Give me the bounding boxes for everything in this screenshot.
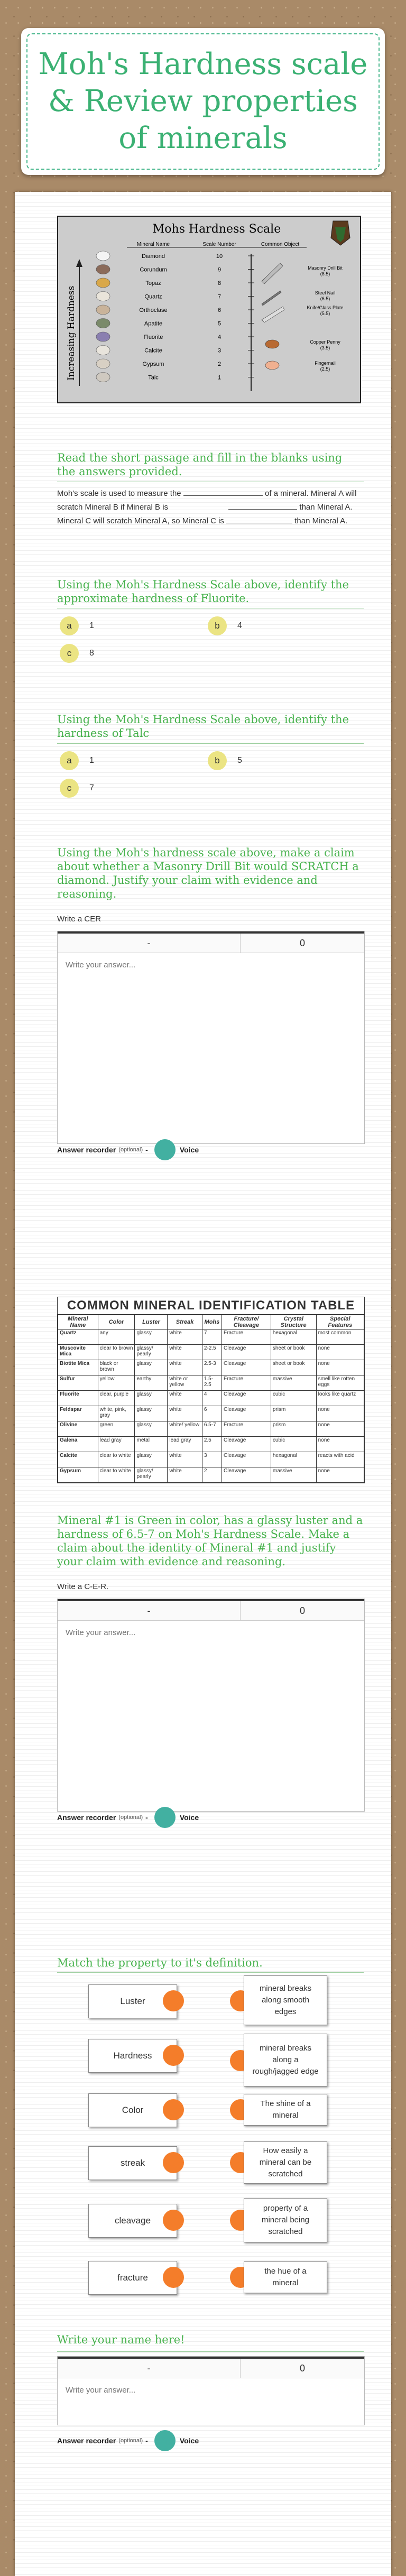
table-cell: none xyxy=(316,1467,364,1483)
object-name: Steel Nail xyxy=(315,290,336,296)
passage-text: than Mineral A. xyxy=(294,516,348,525)
table-cell: lead gray xyxy=(168,1437,202,1452)
table-row xyxy=(58,1421,364,1437)
common-object-row xyxy=(262,263,343,284)
mohs-chart-svg xyxy=(58,217,360,402)
table-cell: Fluorite xyxy=(58,1391,98,1406)
q3-prompt: Using the Moh's Hardness Scale above, identify the hardness of Talc xyxy=(57,713,349,740)
q7-answer-input[interactable] xyxy=(58,2378,364,2425)
editor-toolbar xyxy=(58,931,364,953)
match-dot-left[interactable] xyxy=(163,1990,184,2011)
table-cell: prism xyxy=(271,1406,316,1421)
object-value: (6.5) xyxy=(320,296,330,301)
mineral-row xyxy=(96,292,254,301)
toolbar-minus[interactable]: - xyxy=(58,2359,241,2378)
q4-answer-input[interactable] xyxy=(58,953,364,1143)
record-button[interactable] xyxy=(154,2430,176,2451)
object-value: (8.5) xyxy=(320,271,330,276)
table-cell: glassy/ pearly xyxy=(135,1467,168,1483)
q4-label: Write a CER xyxy=(57,915,102,924)
recorder-sep: - xyxy=(145,1813,148,1822)
match-term-streak[interactable]: streak xyxy=(88,2146,177,2180)
mineral-rock-icon xyxy=(96,292,110,301)
table-cell: white/ yellow xyxy=(168,1421,202,1437)
table-cell: prism xyxy=(271,1421,316,1437)
title-card xyxy=(21,28,385,175)
match-def-smooth-edges[interactable]: mineral breaks along smooth edges xyxy=(244,1975,327,2025)
table-cell: Cleavage xyxy=(222,1391,271,1406)
q4-prompt: Using the Moh's hardness scale above, make a claim about whether a Masonry Drill Bit would SCRATCH a diamond. Justify your claim with evidence and reasoning. xyxy=(57,846,359,900)
blank-3[interactable] xyxy=(226,515,292,523)
col-mineral-name: Mineral Name xyxy=(136,242,170,247)
table-cell: 2.5-3 xyxy=(202,1360,222,1375)
q6-prompt: Match the property to it's definition. xyxy=(57,1956,263,1969)
table-cell: hexagonal xyxy=(271,1452,316,1467)
table-header: Mineral Name xyxy=(58,1315,98,1329)
table-cell: looks like quartz xyxy=(316,1391,364,1406)
mineral-rock-icon xyxy=(96,251,110,261)
mineral-name: Diamond xyxy=(141,253,165,260)
option-text: 1 xyxy=(89,756,94,765)
table-cell: clear to brown xyxy=(98,1345,135,1360)
col-scale-number: Scale Number xyxy=(202,242,236,247)
q3-option-c[interactable] xyxy=(60,779,94,798)
table-cell: Cleavage xyxy=(222,1452,271,1467)
recorder-sep: - xyxy=(145,1146,148,1154)
mineral-row xyxy=(96,305,254,315)
common-object-row xyxy=(262,305,344,322)
option-badge: a xyxy=(60,751,79,770)
scale-number: 5 xyxy=(217,320,222,327)
match-def-shine[interactable]: The shine of a mineral xyxy=(244,2094,327,2126)
table-cell: massive xyxy=(271,1467,316,1483)
table-cell: Olivine xyxy=(58,1421,98,1437)
table-cell: white xyxy=(168,1360,202,1375)
recorder-label: Answer recorder xyxy=(57,2436,116,2445)
blank-1[interactable] xyxy=(183,488,263,496)
table-cell: black or brown xyxy=(98,1360,135,1375)
table-header: Crystal Structure xyxy=(271,1315,316,1329)
table-cell: clear to white xyxy=(98,1467,135,1483)
chart-title: Mohs Hardness Scale xyxy=(152,223,281,236)
table-header: Fracture/ Cleavage xyxy=(222,1315,271,1329)
mineral-row xyxy=(96,278,254,288)
worksheet-page xyxy=(15,192,391,2576)
table-cell: massive xyxy=(271,1375,316,1391)
q2-option-b[interactable] xyxy=(208,616,242,635)
table-cell: Gypsum xyxy=(58,1467,98,1483)
mineral-name: Fluorite xyxy=(143,334,163,340)
common-object-row xyxy=(265,361,336,372)
q4-answer-recorder xyxy=(57,1139,199,1160)
mineral-name: Quartz xyxy=(144,293,162,300)
scale-number: 4 xyxy=(217,334,222,340)
toolbar-zero[interactable]: 0 xyxy=(299,1605,305,1616)
mineral-name: Corundum xyxy=(140,266,167,273)
table-cell: clear, purple xyxy=(98,1391,135,1406)
divider xyxy=(57,743,364,744)
table-cell: cubic xyxy=(271,1437,316,1452)
q3-option-b[interactable] xyxy=(208,751,242,770)
option-text: 1 xyxy=(89,621,94,630)
scale-number: 1 xyxy=(217,374,222,381)
recorder-optional: (optional) xyxy=(118,1814,143,1821)
table-row xyxy=(58,1329,364,1345)
table-cell: reacts with acid xyxy=(316,1452,364,1467)
table-cell: Cleavage xyxy=(222,1406,271,1421)
object-value: (2.5) xyxy=(320,366,330,372)
match-def-rough-edge[interactable]: mineral breaks along a rough/jagged edge xyxy=(244,2034,327,2086)
table-cell: none xyxy=(316,1360,364,1375)
object-value: (3.5) xyxy=(320,345,330,350)
object-name: Copper Penny xyxy=(310,339,340,345)
common-object-row xyxy=(265,339,340,350)
scale-number: 2 xyxy=(217,361,222,367)
table-cell: most common xyxy=(316,1329,364,1345)
table-row xyxy=(58,1375,364,1391)
match-term-cleavage[interactable]: cleavage xyxy=(88,2204,177,2238)
q5-label: Write a C-E-R. xyxy=(57,1582,109,1591)
table-cell: glassy xyxy=(135,1360,168,1375)
table-row xyxy=(58,1391,364,1406)
scale-number: 6 xyxy=(217,307,222,313)
option-badge: b xyxy=(208,616,227,635)
match-term-color[interactable]: Color xyxy=(88,2093,177,2127)
table-cell: cubic xyxy=(271,1391,316,1406)
mineral-row xyxy=(96,332,254,341)
voice-label: Voice xyxy=(179,1146,199,1154)
table-cell: white xyxy=(168,1452,202,1467)
table-header: Special Features xyxy=(316,1315,364,1329)
q5-answer-recorder xyxy=(57,1807,199,1828)
recorder-optional: (optional) xyxy=(118,1147,143,1153)
mineral-rock-icon xyxy=(96,346,110,355)
table-cell: glassy xyxy=(135,1421,168,1437)
q5-answer-box xyxy=(57,1599,365,1812)
divider xyxy=(57,2351,364,2352)
table-cell: clear to white xyxy=(98,1452,135,1467)
table-cell: yellow xyxy=(98,1375,135,1391)
mineral-row xyxy=(96,373,254,382)
scale-number: 7 xyxy=(217,293,222,300)
table-cell: glassy xyxy=(135,1452,168,1467)
table-header: Streak xyxy=(168,1315,202,1329)
recorder-label: Answer recorder xyxy=(57,1146,116,1154)
mineral-table-grid xyxy=(58,1315,364,1483)
mineral-name: Apatite xyxy=(144,320,163,327)
table-row xyxy=(58,1406,364,1421)
common-object-row xyxy=(262,290,335,306)
table-cell: white xyxy=(168,1345,202,1360)
q1-passage xyxy=(57,487,364,528)
table-cell: green xyxy=(98,1421,135,1437)
table-cell: Galena xyxy=(58,1437,98,1452)
q2-option-c[interactable] xyxy=(60,644,94,663)
table-cell: Fracture xyxy=(222,1375,271,1391)
option-badge: b xyxy=(208,751,227,770)
table-cell: none xyxy=(316,1437,364,1452)
q5-prompt: Mineral #1 is Green in color, has a glassy luster and a hardness of 6.5-7 on Moh's Hardness Scale. Make a claim about the identity of Mineral #1 and justify your claim with evidence and reasoning. xyxy=(57,1514,363,1568)
voice-label: Voice xyxy=(179,1813,199,1822)
passage-text: than Mineral A. Mineral C will scratch Mineral A, so Mineral C is xyxy=(57,503,353,525)
record-button[interactable] xyxy=(154,1807,176,1828)
table-row xyxy=(58,1467,364,1483)
option-text: 7 xyxy=(89,783,94,792)
mineral-identification-table xyxy=(57,1297,365,1483)
object-value: (5.5) xyxy=(320,311,330,316)
table-cell: any xyxy=(98,1329,135,1345)
toolbar-zero[interactable]: 0 xyxy=(299,2362,305,2374)
table-cell: Calcite xyxy=(58,1452,98,1467)
page-title: Moh's Hardness scale & Review properties of minerals xyxy=(38,47,368,155)
table-cell: Fracture xyxy=(222,1421,271,1437)
scale-number: 8 xyxy=(217,280,222,287)
q7-answer-box xyxy=(57,2356,365,2425)
fingernail-icon xyxy=(265,361,279,370)
mineral-rock-icon xyxy=(96,319,110,328)
option-text: 5 xyxy=(237,756,242,765)
passage-text: of a mineral. Mineral A will scratch Mineral B if Mineral B is xyxy=(57,489,357,512)
q7-prompt: Write your name here! xyxy=(57,2333,185,2346)
table-cell: white xyxy=(168,1406,202,1421)
knife-icon xyxy=(262,307,284,322)
table-cell: smell like rotten eggs xyxy=(316,1375,364,1391)
mineral-name: Gypsum xyxy=(142,361,164,367)
table-cell: none xyxy=(316,1345,364,1360)
option-badge: c xyxy=(60,779,79,798)
match-def-property-scratched[interactable]: property of a mineral being scratched xyxy=(244,2198,327,2242)
toolbar-minus[interactable]: - xyxy=(58,1601,241,1620)
table-cell: 2-2.5 xyxy=(202,1345,222,1360)
q3-option-a[interactable] xyxy=(60,751,94,770)
table-cell: glassy xyxy=(135,1406,168,1421)
table-cell: glassy xyxy=(135,1391,168,1406)
editor-toolbar xyxy=(58,1599,364,1621)
table-cell: sheet or book xyxy=(271,1360,316,1375)
mineral-name: Talc xyxy=(148,374,159,381)
match-def-scratched[interactable]: How easily a mineral can be scratched xyxy=(244,2141,327,2184)
table-cell: Fracture xyxy=(222,1329,271,1345)
table-cell: white xyxy=(168,1329,202,1345)
table-row xyxy=(58,1345,364,1360)
option-text: 4 xyxy=(237,621,242,630)
match-dot-left[interactable] xyxy=(163,2099,184,2120)
mineral-rock-icon xyxy=(96,278,110,288)
table-cell: 2 xyxy=(202,1467,222,1483)
table-cell: white, pink, gray xyxy=(98,1406,135,1421)
penny-icon xyxy=(265,340,279,348)
object-name: Masonry Drill Bit xyxy=(308,265,343,271)
table-cell: none xyxy=(316,1421,364,1437)
match-dot-left[interactable] xyxy=(163,2152,184,2173)
q2-prompt: Using the Moh's Hardness Scale above, identify the approximate hardness of Fluorite. xyxy=(57,578,349,605)
mineral-row xyxy=(96,265,254,274)
table-cell: 2.5 xyxy=(202,1437,222,1452)
table-cell: metal xyxy=(135,1437,168,1452)
mineral-row xyxy=(96,359,254,368)
table-cell: Cleavage xyxy=(222,1467,271,1483)
recorder-label: Answer recorder xyxy=(57,1813,116,1822)
scale-number: 9 xyxy=(217,266,222,273)
editor-toolbar xyxy=(58,2357,364,2378)
table-cell: 3 xyxy=(202,1452,222,1467)
record-button[interactable] xyxy=(154,1139,176,1160)
match-term-fracture[interactable]: fracture xyxy=(88,2261,177,2295)
object-name: Knife/Glass Plate xyxy=(307,305,344,310)
table-cell: 4 xyxy=(202,1391,222,1406)
table-cell: earthy xyxy=(135,1375,168,1391)
table-header: Color xyxy=(98,1315,135,1329)
mineral-rock-icon xyxy=(96,332,110,341)
table-cell: Biotite Mica xyxy=(58,1360,98,1375)
table-cell: lead gray xyxy=(98,1437,135,1452)
axis-label: Increasing Hardness xyxy=(66,285,77,381)
match-def-hue[interactable]: the hue of a mineral xyxy=(244,2261,327,2293)
mineral-rock-icon xyxy=(96,305,110,315)
drill-bit-icon xyxy=(262,263,283,284)
table-cell: white xyxy=(168,1391,202,1406)
mineral-rock-icon xyxy=(96,265,110,274)
voice-label: Voice xyxy=(179,2436,199,2445)
mineral-row xyxy=(96,346,254,355)
table-title: COMMON MINERAL IDENTIFICATION TABLE xyxy=(58,1297,364,1315)
table-cell: none xyxy=(316,1406,364,1421)
q1-prompt: Read the short passage and fill in the blanks using the answers provided. xyxy=(57,451,343,478)
mineral-row xyxy=(96,251,254,261)
match-term-luster[interactable]: Luster xyxy=(88,1984,177,2018)
mineral-name: Orthoclase xyxy=(139,307,168,313)
divider xyxy=(57,1972,364,1973)
table-header: Mohs xyxy=(202,1315,222,1329)
table-cell: white xyxy=(168,1467,202,1483)
mineral-rock-icon xyxy=(96,359,110,368)
table-header: Luster xyxy=(135,1315,168,1329)
table-cell: sheet or book xyxy=(271,1345,316,1360)
q5-answer-input[interactable] xyxy=(58,1621,364,1811)
nail-icon xyxy=(262,291,281,306)
table-cell: glassy xyxy=(135,1329,168,1345)
passage-text: Moh's scale is used to measure the xyxy=(57,489,181,498)
table-cell: Quartz xyxy=(58,1329,98,1345)
option-badge: a xyxy=(60,616,79,635)
table-cell: 6.5-7 xyxy=(202,1421,222,1437)
park-service-badge-icon xyxy=(331,221,350,245)
table-row xyxy=(58,1360,364,1375)
match-term-hardness[interactable]: Hardness xyxy=(88,2039,177,2073)
match-dot-left[interactable] xyxy=(163,2045,184,2066)
recorder-sep: - xyxy=(145,2436,148,2445)
match-dot-left[interactable] xyxy=(163,2210,184,2231)
toolbar-minus[interactable]: - xyxy=(58,934,241,953)
table-cell: Feldspar xyxy=(58,1406,98,1421)
q2-option-a[interactable] xyxy=(60,616,94,635)
table-cell: Cleavage xyxy=(222,1437,271,1452)
table-cell: white or yellow xyxy=(168,1375,202,1391)
table-cell: hexagonal xyxy=(271,1329,316,1345)
toolbar-zero[interactable]: 0 xyxy=(299,937,305,948)
mineral-name: Topaz xyxy=(145,280,161,287)
option-badge: c xyxy=(60,644,79,663)
option-text: 8 xyxy=(89,649,94,658)
mohs-hardness-chart xyxy=(57,216,361,403)
table-cell: Cleavage xyxy=(222,1345,271,1360)
table-cell: glassy/ pearly xyxy=(135,1345,168,1360)
col-common-object: Common Object xyxy=(261,242,300,247)
title-border xyxy=(26,33,380,170)
scale-number: 3 xyxy=(217,347,222,354)
recorder-optional: (optional) xyxy=(118,2437,143,2444)
mineral-row xyxy=(96,319,254,328)
table-cell: 7 xyxy=(202,1329,222,1345)
mineral-rock-icon xyxy=(96,373,110,382)
table-row xyxy=(58,1452,364,1467)
blank-2[interactable] xyxy=(228,502,297,510)
table-cell: Cleavage xyxy=(222,1360,271,1375)
table-cell: 6 xyxy=(202,1406,222,1421)
scale-number: 10 xyxy=(216,253,223,260)
table-cell: 1.5-2.5 xyxy=(202,1375,222,1391)
table-cell: Sulfur xyxy=(58,1375,98,1391)
table-cell: Muscovite Mica xyxy=(58,1345,98,1360)
mineral-name: Calcite xyxy=(144,347,162,354)
q7-answer-recorder xyxy=(57,2430,199,2451)
table-row xyxy=(58,1437,364,1452)
q4-answer-box xyxy=(57,931,365,1144)
object-name: Fingernail xyxy=(315,361,336,366)
match-dot-left[interactable] xyxy=(163,2267,184,2288)
